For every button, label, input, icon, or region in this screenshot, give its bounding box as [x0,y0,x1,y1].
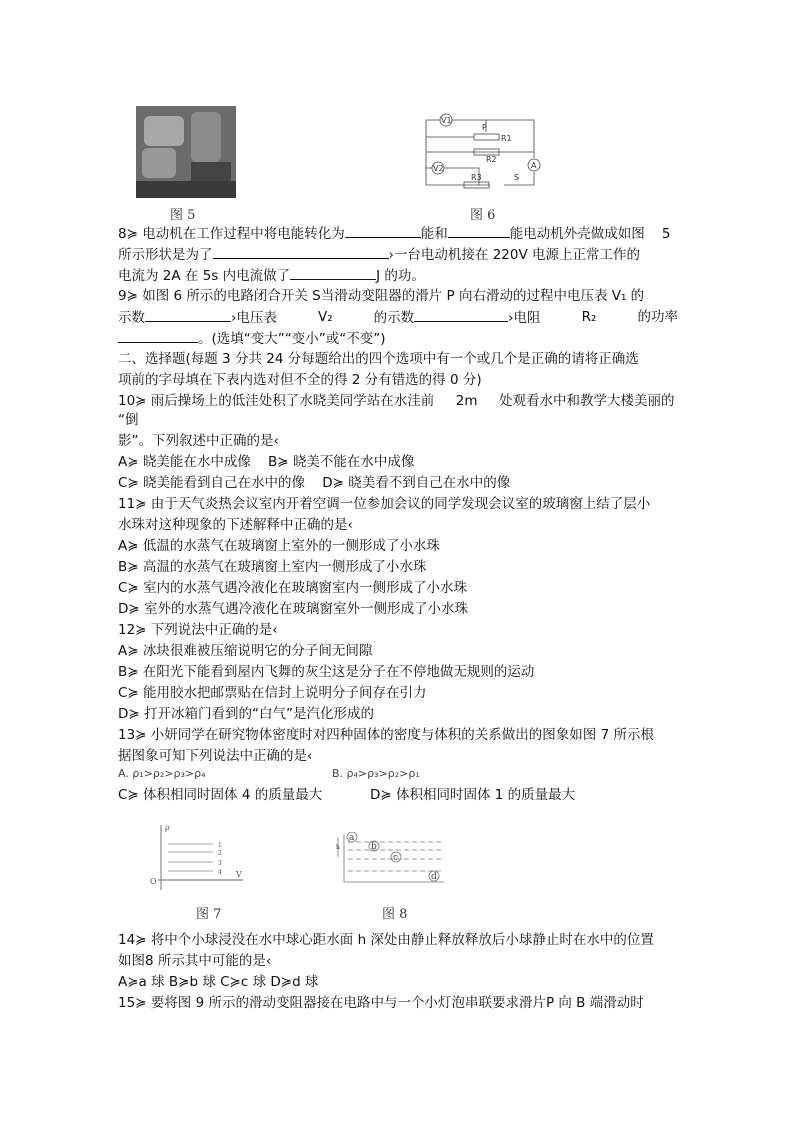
q13-option-b: B. ρ₄>ρ₃>ρ₂>ρ₁ [332,767,420,780]
q12-line-1: 12≽ 下列说法中正确的是‹ [118,622,278,638]
q10-options-ab [118,452,678,472]
q10-option-c: C≽ 晓美能看到自己在水中的像 [118,475,306,491]
fig7-label-rho: ρ [165,823,170,832]
q8-blank-3[interactable] [213,244,389,259]
q10-line-2: “倒 [118,412,139,428]
q14-line-1: 14≽ 将中个小球浸没在水中球心距水面 h 深处由静止释放释放后小球静止时在水中的位置 [118,932,654,948]
fig6-label-v1: V1 [441,116,452,125]
section-2-heading: 二、选择题(每题 3 分共 24 分每题给出的四个选项中有一个或几个是正确的请将正确选 [118,351,639,367]
figure-8-balls-in-water [336,832,446,884]
figure-5-caption: 图 5 [170,208,196,223]
svg-text:b: b [371,842,377,852]
svg-text:h: h [336,844,340,851]
figure-8-caption: 图 8 [382,907,408,922]
q13-options-ab [118,764,678,784]
q10-options-cd [118,473,678,493]
svg-text:4: 4 [218,869,222,876]
q8-blank-1[interactable] [345,223,421,238]
q12-option-d: D≽ 打开冰箱门看到的“白气”是汽化形成的 [118,706,374,722]
q13-line-2: 据图象可知下列说法中正确的是‹ [118,748,313,764]
q14-line-2: 如图8 所示其中可能的是‹ [118,953,272,969]
q8-line-3: 电流为 2A 在 5s 内电流做了 J 的功。 [118,265,678,285]
figure-6-circuit-diagram [424,110,544,190]
svg-text:3: 3 [218,860,222,867]
fig6-label-p: P [482,123,487,132]
fig6-label-r1: R1 [501,134,512,143]
q11-option-d: D≽ 室外的水蒸气遇冷液化在玻璃窗室外一侧形成了小水珠 [118,601,468,617]
q13-option-a: A. ρ₁>ρ₂>ρ₃>ρ₄ [118,767,206,780]
q8-line-1: 8≽ 电动机在工作过程中将电能转化为 能和 能电动机外壳做成如图 5 [118,223,678,243]
q8-blank-2[interactable] [448,223,510,238]
figure-7-density-volume-graph [148,820,248,890]
q13-option-c: C≽ 体积相同时固体 4 的质量最大 [118,787,323,803]
q10-option-a: A≽ 晓美能在水中成像 [118,454,251,470]
q13-options-cd [118,785,678,805]
q10-line-1: 10≽ 雨后操场上的低洼处积了水晓美同学站在水洼前 2m 处观看水中和教学大楼美丽的 [118,393,675,409]
q9-blank-2[interactable] [414,307,508,322]
fig6-label-r3: R3 [471,173,482,182]
q11-option-b: B≽ 高温的水蒸气在玻璃窗上室内一侧形成了小水珠 [118,559,427,575]
fig6-label-v2: V2 [433,164,444,173]
svg-text:d: d [431,872,437,882]
q8-blank-4[interactable] [290,265,376,280]
q13-line-1: 13≽ 小妍同学在研究物体密度时对四种固体的密度与体积的关系做出的图象如图 7 所示根 [118,727,654,743]
q10-option-b: B≽ 晓美不能在水中成像 [268,454,415,470]
fig7-label-v: V [236,870,242,879]
q8-line-2: 所示形状是为了 ›一台电动机接在 220V 电源上正常工作的 [118,244,678,264]
svg-text:a: a [349,833,355,843]
q9-line-2: 示数 ›电压表 V₂ 的示数 ›电阻 R₂ 的功率 [118,309,678,326]
q10-line-3: 影”。下列叙述中正确的是‹ [118,433,279,449]
figure-6-caption: 图 6 [470,208,496,223]
figure-5-motor-photo [136,106,236,198]
q13-option-d: D≽ 体积相同时固体 1 的质量最大 [370,787,576,803]
figure-7-caption: 图 7 [196,907,222,922]
svg-text:1: 1 [218,842,222,849]
q11-line-1: 11≽ 由于天气炎热会议室内开着空调一位参加会议的同学发现会议室的玻璃窗上结了层小 [118,496,651,512]
q10-option-d: D≽ 晓美看不到自己在水中的像 [322,475,511,491]
svg-text:2: 2 [218,850,222,857]
q9-line-3: 。(选填“变大”“变小”或“不变”) [118,328,678,348]
q15-line-1: 15≽ 要将图 9 所示的滑动变阻器接在电路中与一个小灯泡串联要求滑片P 向 B 端滑动时 [118,995,644,1011]
q9-blank-3[interactable] [118,328,198,343]
q12-option-a: A≽ 冰块很难被压缩说明它的分子间无间隙 [118,643,373,659]
fig6-label-s: S [514,173,520,182]
fig7-label-o: O [150,877,157,886]
svg-text:c: c [393,853,399,863]
q12-option-b: B≽ 在阳光下能看到屋内飞舞的灰尘这是分子在不停地做无规则的运动 [118,664,535,680]
q11-option-a: A≽ 低温的水蒸气在玻璃窗上室外的一侧形成了小水珠 [118,538,440,554]
q14-options: A≽a 球 B≽b 球 C≽c 球 D≽d 球 [118,974,319,990]
q12-option-c: C≽ 能用胶水把邮票贴在信封上说明分子间存在引力 [118,685,427,701]
fig6-label-r2: R2 [486,155,497,164]
q11-option-c: C≽ 室内的水蒸气遇冷液化在玻璃窗室内一侧形成了小水珠 [118,580,468,596]
q9-line-1: 9≽ 如图 6 所示的电路闭合开关 S当滑动变阻器的滑片 P 向右滑动的过程中电压表 V₁ 的 [118,288,645,304]
q9-blank-1[interactable] [145,307,231,322]
section-2-instructions: 项前的字母填在下表内选对但不全的得 2 分有错选的得 0 分) [118,372,482,388]
fig6-label-a: A [531,161,537,170]
q11-line-2: 水珠对这种现象的下述解释中正确的是‹ [118,517,353,533]
